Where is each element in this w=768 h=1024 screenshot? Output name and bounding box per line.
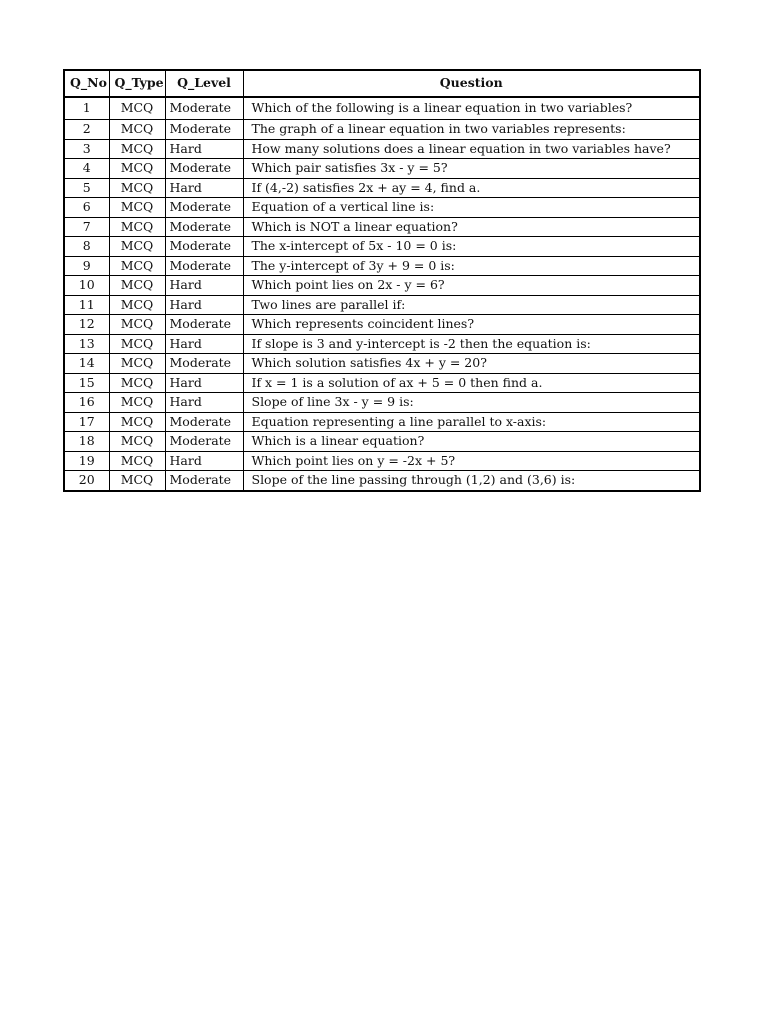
cell-q-type: MCQ — [109, 256, 165, 276]
table-row — [64, 295, 700, 315]
cell-q-level: Moderate — [165, 471, 243, 491]
cell-q-no: 8 — [64, 237, 109, 257]
header-q-no: Q_No — [64, 70, 109, 97]
cell-q-level: Moderate — [165, 237, 243, 257]
cell-q-level: Moderate — [165, 412, 243, 432]
cell-q-no: 19 — [64, 451, 109, 471]
cell-q-type: MCQ — [109, 373, 165, 393]
cell-q-type: MCQ — [109, 120, 165, 140]
cell-q-level: Hard — [165, 373, 243, 393]
cell-question: Which solution satisfies 4x + y = 20? — [243, 354, 700, 374]
header-question: Question — [243, 70, 700, 97]
cell-q-no: 6 — [64, 198, 109, 218]
cell-question: Equation representing a line parallel to x-axis: — [243, 412, 700, 432]
header-q-level: Q_Level — [165, 70, 243, 97]
table-row — [64, 198, 700, 218]
cell-q-type: MCQ — [109, 334, 165, 354]
table-row — [64, 354, 700, 374]
cell-question: If x = 1 is a solution of ax + 5 = 0 then find a. — [243, 373, 700, 393]
cell-q-type: MCQ — [109, 198, 165, 218]
cell-question: Which is NOT a linear equation? — [243, 217, 700, 237]
cell-q-no: 2 — [64, 120, 109, 140]
cell-q-no: 16 — [64, 393, 109, 413]
cell-q-no: 17 — [64, 412, 109, 432]
cell-q-no: 15 — [64, 373, 109, 393]
cell-q-type: MCQ — [109, 295, 165, 315]
table-row — [64, 159, 700, 179]
cell-q-type: MCQ — [109, 159, 165, 179]
question-table — [63, 69, 701, 492]
cell-q-level: Moderate — [165, 217, 243, 237]
cell-q-type: MCQ — [109, 276, 165, 296]
table-body — [64, 97, 700, 491]
table-row — [64, 276, 700, 296]
cell-q-no: 10 — [64, 276, 109, 296]
cell-q-level: Hard — [165, 139, 243, 159]
cell-q-level: Moderate — [165, 97, 243, 120]
cell-q-no: 13 — [64, 334, 109, 354]
cell-q-level: Moderate — [165, 256, 243, 276]
cell-question: Which point lies on y = -2x + 5? — [243, 451, 700, 471]
cell-q-type: MCQ — [109, 139, 165, 159]
cell-question: Two lines are parallel if: — [243, 295, 700, 315]
cell-q-type: MCQ — [109, 451, 165, 471]
cell-question: How many solutions does a linear equation in two variables have? — [243, 139, 700, 159]
cell-q-no: 11 — [64, 295, 109, 315]
cell-q-level: Hard — [165, 451, 243, 471]
table-row — [64, 256, 700, 276]
header-q-type: Q_Type — [109, 70, 165, 97]
cell-question: If slope is 3 and y-intercept is -2 then the equation is: — [243, 334, 700, 354]
table-row — [64, 393, 700, 413]
table-row — [64, 315, 700, 335]
cell-question: Which of the following is a linear equation in two variables? — [243, 97, 700, 120]
cell-q-no: 7 — [64, 217, 109, 237]
cell-q-type: MCQ — [109, 412, 165, 432]
table-row — [64, 178, 700, 198]
cell-q-level: Moderate — [165, 198, 243, 218]
cell-question: The graph of a linear equation in two variables represents: — [243, 120, 700, 140]
cell-question: The x-intercept of 5x - 10 = 0 is: — [243, 237, 700, 257]
table-row — [64, 471, 700, 491]
cell-q-no: 9 — [64, 256, 109, 276]
cell-q-no: 20 — [64, 471, 109, 491]
cell-q-type: MCQ — [109, 354, 165, 374]
cell-q-no: 5 — [64, 178, 109, 198]
cell-question: Which pair satisfies 3x - y = 5? — [243, 159, 700, 179]
cell-q-no: 1 — [64, 97, 109, 120]
table-row — [64, 373, 700, 393]
cell-q-level: Hard — [165, 178, 243, 198]
cell-question: Slope of the line passing through (1,2) and (3,6) is: — [243, 471, 700, 491]
cell-q-no: 3 — [64, 139, 109, 159]
cell-q-level: Moderate — [165, 354, 243, 374]
cell-q-type: MCQ — [109, 471, 165, 491]
cell-q-type: MCQ — [109, 178, 165, 198]
table-header — [64, 70, 700, 97]
cell-q-level: Hard — [165, 393, 243, 413]
cell-q-type: MCQ — [109, 97, 165, 120]
cell-question: Slope of line 3x - y = 9 is: — [243, 393, 700, 413]
cell-q-type: MCQ — [109, 237, 165, 257]
cell-question: The y-intercept of 3y + 9 = 0 is: — [243, 256, 700, 276]
cell-q-type: MCQ — [109, 393, 165, 413]
cell-q-level: Moderate — [165, 432, 243, 452]
cell-q-level: Moderate — [165, 315, 243, 335]
cell-q-type: MCQ — [109, 217, 165, 237]
cell-q-level: Hard — [165, 334, 243, 354]
cell-q-level: Hard — [165, 276, 243, 296]
header-row — [64, 70, 700, 97]
cell-q-level: Hard — [165, 295, 243, 315]
table-row — [64, 120, 700, 140]
cell-q-no: 12 — [64, 315, 109, 335]
cell-q-no: 14 — [64, 354, 109, 374]
table-row — [64, 217, 700, 237]
cell-q-no: 18 — [64, 432, 109, 452]
cell-q-type: MCQ — [109, 432, 165, 452]
table-row — [64, 97, 700, 120]
table-row — [64, 432, 700, 452]
cell-q-level: Moderate — [165, 120, 243, 140]
cell-question: If (4,-2) satisfies 2x + ay = 4, find a. — [243, 178, 700, 198]
cell-q-level: Moderate — [165, 159, 243, 179]
table-row — [64, 334, 700, 354]
cell-q-no: 4 — [64, 159, 109, 179]
cell-question: Which is a linear equation? — [243, 432, 700, 452]
table-row — [64, 412, 700, 432]
cell-question: Equation of a vertical line is: — [243, 198, 700, 218]
table-row — [64, 237, 700, 257]
cell-question: Which point lies on 2x - y = 6? — [243, 276, 700, 296]
cell-q-type: MCQ — [109, 315, 165, 335]
table-row — [64, 139, 700, 159]
cell-question: Which represents coincident lines? — [243, 315, 700, 335]
table-row — [64, 451, 700, 471]
